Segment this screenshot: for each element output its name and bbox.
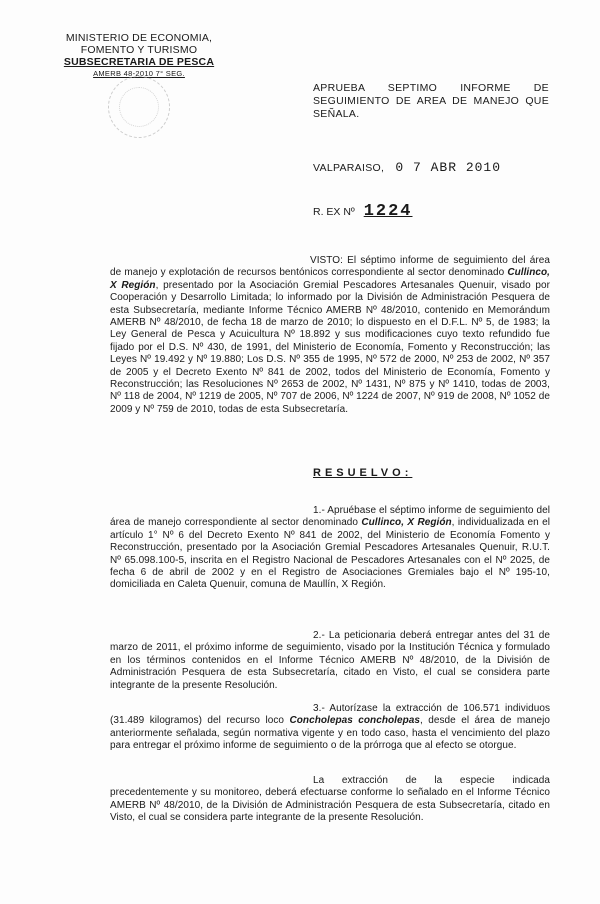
species-name: Concholepas concholepas (289, 715, 420, 727)
date-stamp: 0 7 ABR 2010 (395, 160, 502, 175)
resolution-article-3: 3.- Autorízase la extracción de 106.571 individuos (31.489 kilogramos) del recurso loco Concholepas concholepas, desde el área de manejo anteriormente señalada, según normativa vigente y en todo caso, hasta el vencimiento del plazo para entregar el próximo informe de seguimiento o de la prórroga que al efecto se otorgue. (110, 703, 550, 752)
resolution-number-value: 1224 (363, 202, 413, 221)
file-reference: AMERB 48-2010 7° SEG. (93, 69, 185, 78)
resolution-article-2: 2.- La peticionaria deberá entregar antes del 31 de marzo de 2011, el próximo informe de seguimiento, visado por la Institución Técnica y formulado en los términos contenidos en el Informe Técnico AMERB Nº 48/2010, de la División de Administración Pesquera de esta Subsecretaría, citado en Visto, el cual se considera parte integrante de la presente Resolución. (110, 630, 550, 691)
issuer-header (54, 32, 224, 80)
resuelvo-heading: RESUELVO: (313, 467, 413, 479)
resolution-subject: APRUEBA SEPTIMO INFORME DE SEGUIMIENTO DE AREA DE MANEJO QUE SEÑALA. (313, 82, 549, 120)
date-line (313, 160, 501, 175)
undersecretariat-name: SUBSECRETARIA DE PESCA (63, 56, 215, 68)
sector-name: Cullinco, X Región (110, 267, 550, 291)
visto-paragraph: VISTO: El séptimo informe de seguimiento del área de manejo y explotación de recursos bentónicos correspondiente al sector denominado Cullinco, X Región, presentado por la Asociación Gremial Pescadores Artesanales Quenuir, visado por Cooperación y Desarrollo Limitada; lo informado por la División de Administración Pesquera de esta Subsecretaría, mediante Informe Técnico AMERB Nº 48/2010, contenido en Memorándum AMERB Nº 48/2010, de fecha 18 de marzo de 2010; lo dispuesto en el D.F.L. Nº 5, de 1983; la Ley General de Pesca y Acuicultura Nº 18.892 y sus modificaciones cuyo texto refundido fue fijado por el D.S. Nº 430, de 1991, del Ministerio de Economía, Fomento y Reconstrucción; las Leyes Nº 19.492 y Nº 19.880; Los D.S. Nº 355 de 1995, Nº 572 de 2000, Nº 253 de 2002, Nº 357 de 2005 y el Decreto Exento Nº 841 de 2002, todos del Ministerio de Economía, Fomento y Reconstrucción; las Resoluciones Nº 2653 de 2002, Nº 1431, Nº 875 y Nº 1410, todas de 2003, Nº 118 de 2004, Nº 1219 de 2005, Nº 707 de 2006, Nº 1224 de 2007, Nº 919 de 2008, Nº 1052 de 2009 y Nº 759 de 2010, todas de esta Subsecretaría. (110, 255, 550, 415)
resolution-article-4: La extracción de la especie indicada precedentemente y su monitoreo, deberá efectuarse conforme lo señalado en el Informe Técnico AMERB Nº 48/2010, de la División de Administración Pesquera de esta Subsecretaría, citado en Visto, el cual se considera parte integrante de la presente Resolución. (110, 775, 550, 824)
resolution-label: R. EX Nº (313, 206, 355, 218)
ministry-name-2: FOMENTO Y TURISMO (80, 44, 198, 56)
resolution-number (313, 202, 413, 221)
faded-seal-stamp (108, 76, 170, 138)
city: VALPARAISO, (313, 162, 385, 174)
ministry-name: MINISTERIO DE ECONOMIA, (65, 32, 213, 44)
resolution-article-1: 1.- Apruébase el séptimo informe de seguimiento del área de manejo correspondiente al sector denominado Cullinco, X Región, individualizada en el artículo 1° Nº 6 del Decreto Exento Nº 841 de 2002, del Ministerio de Economía Fomento y Reconstrucción, presentado por la Asociación Gremial Pescadores Artesanales Quenuir, R.U.T. Nº 65.098.100-5, inscrita en el Registro Nacional de Pescadores Artesanales con el Nº 2025, de fecha 6 de abril de 2002 y en el Registro de Asociaciones Gremiales bajo el Nº 195-10, domiciliada en Caleta Quenuir, comuna de Maullín, X Región. (110, 505, 550, 591)
sector-name: Cullinco, X Región (361, 517, 452, 529)
